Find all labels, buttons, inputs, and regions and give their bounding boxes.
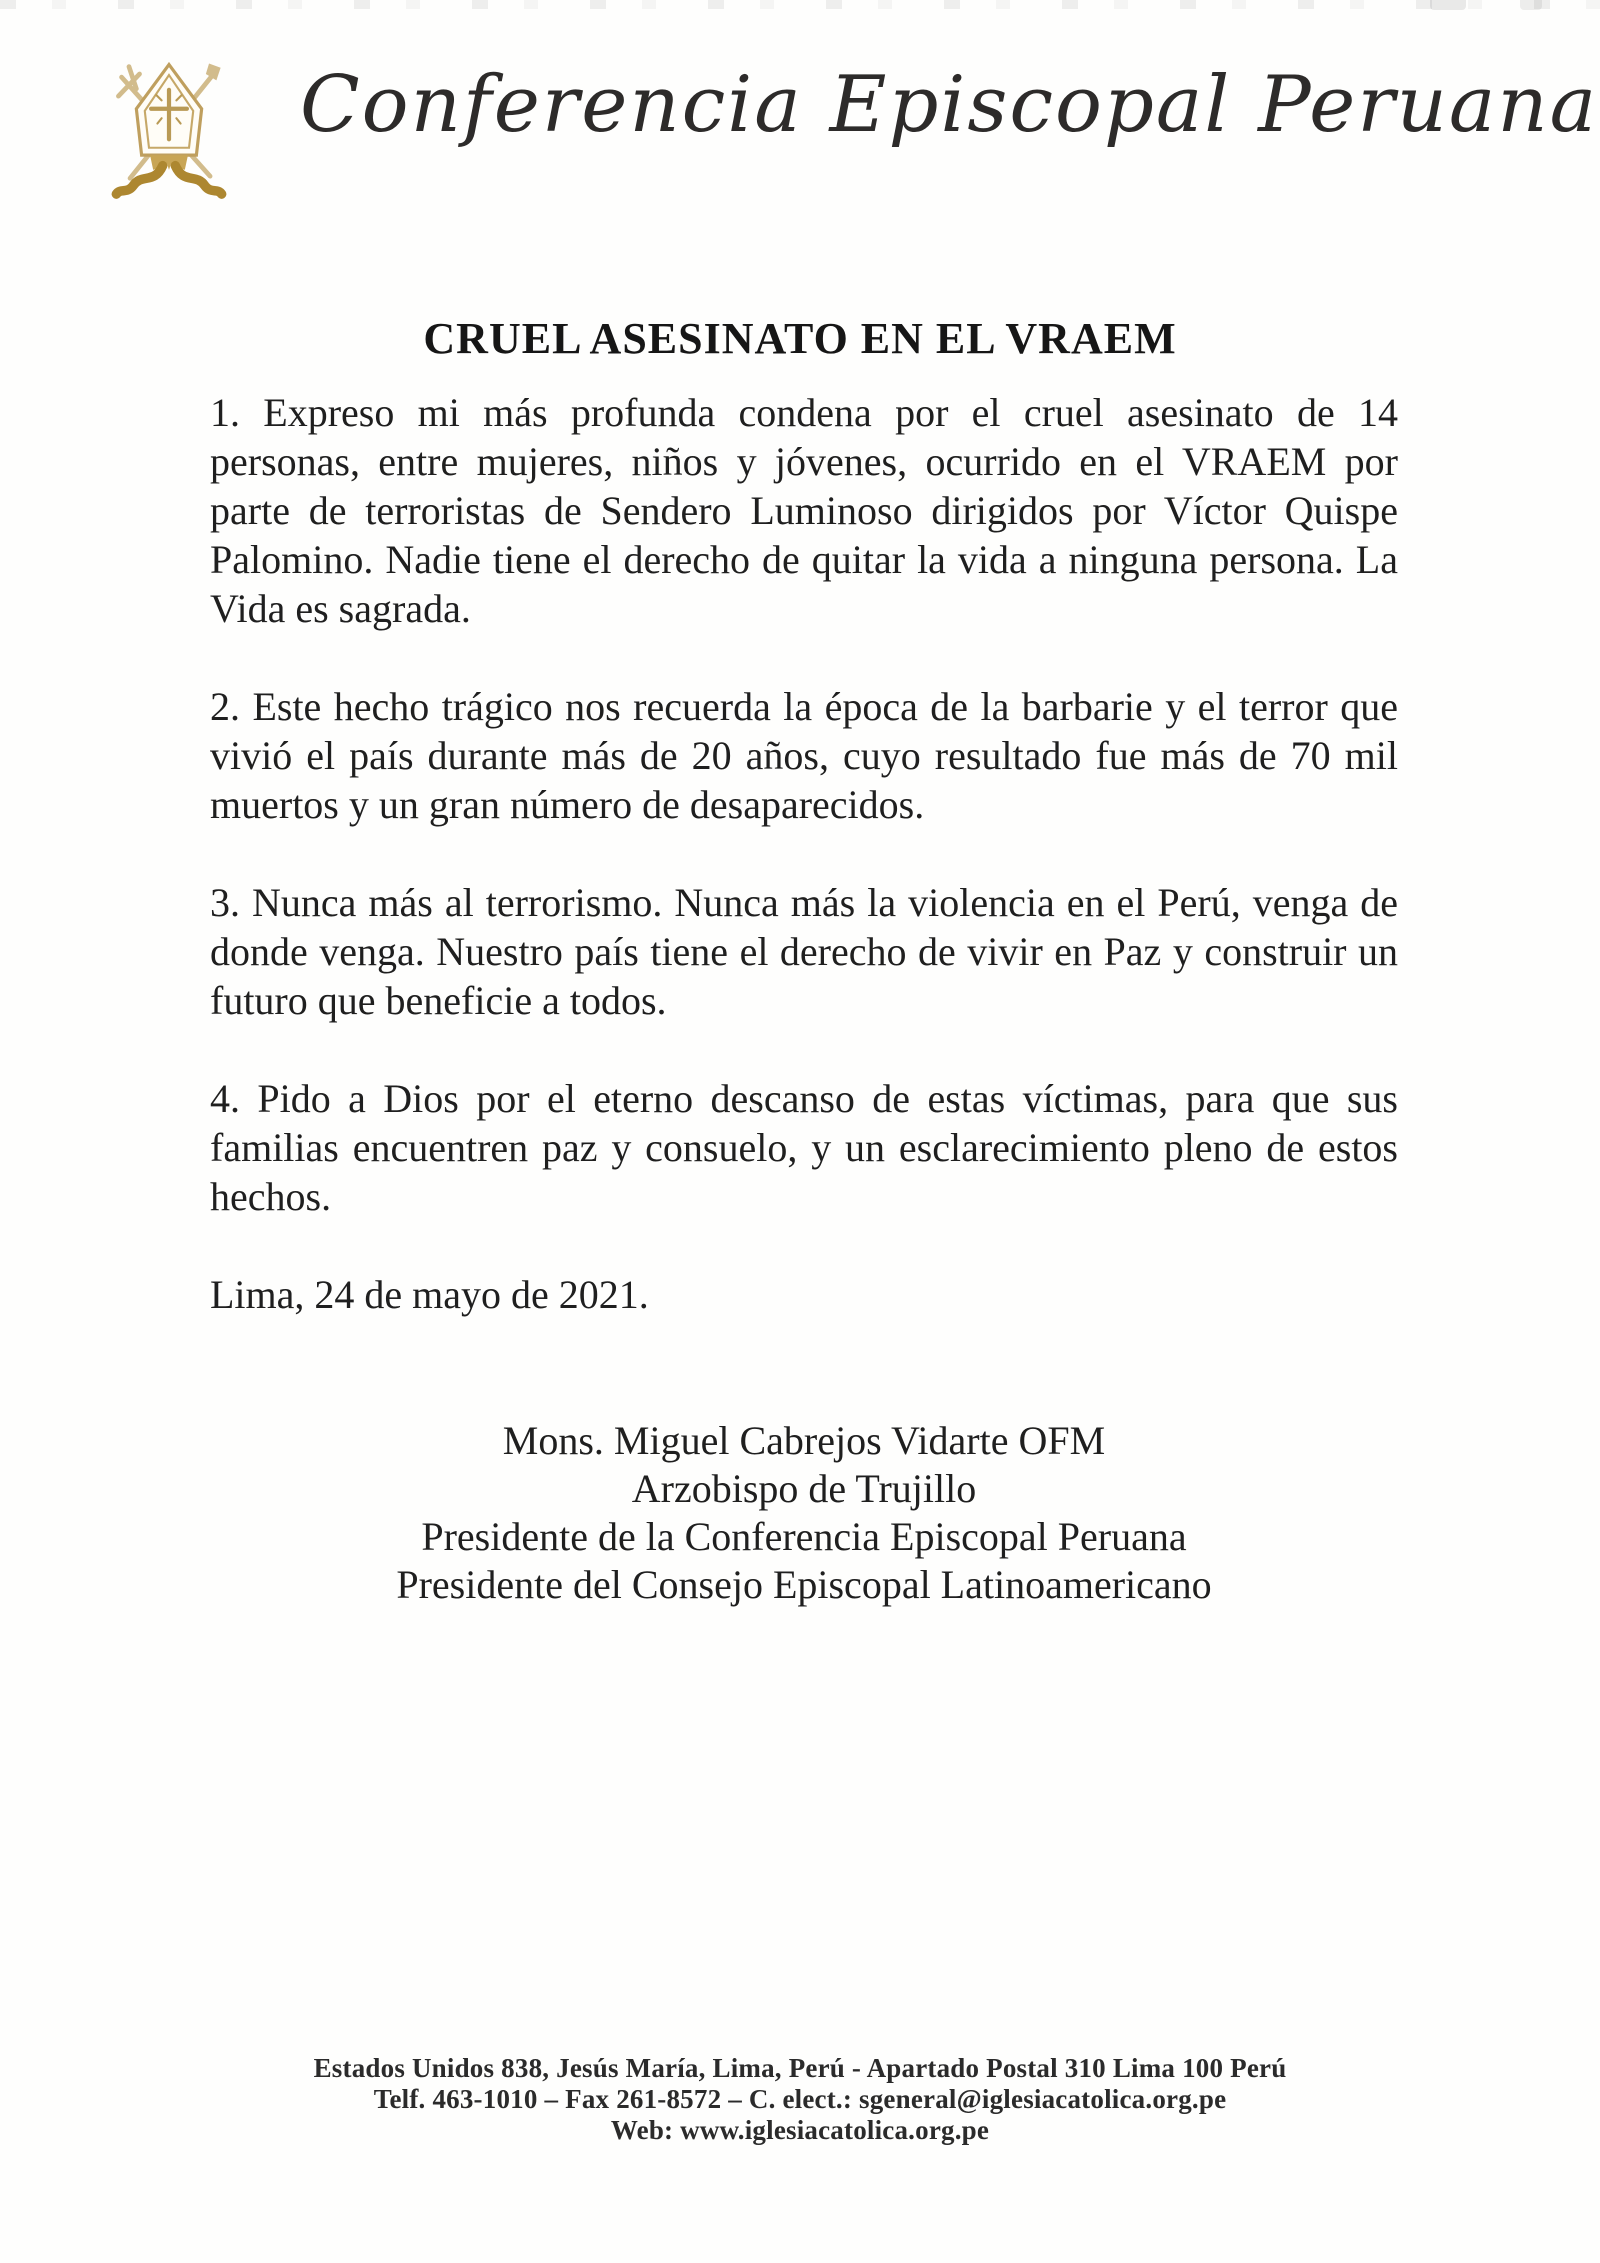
footer-contact: Telf. 463-1010 – Fax 261-8572 – C. elect.: sgeneral@iglesiacatolica.org.pe (373, 2084, 1227, 2114)
footer-address: Estados Unidos 838, Jesús María, Lima, Perú - Apartado Postal 310 Lima 100 Perú (313, 2053, 1287, 2083)
dateline: Lima, 24 de mayo de 2021. (210, 1272, 649, 1317)
document-body (210, 388, 1398, 1609)
scan-artifact (1520, 0, 1542, 10)
letterhead (0, 52, 1600, 222)
signature-title-2: Presidente de la Conferencia Episcopal Peruana (421, 1514, 1187, 1559)
paragraph-2: 2. Este hecho trágico nos recuerda la época de la barbarie y el terror que vivió el país durante más de 20 años, cuyo resultado fue más de 70 mil muertos y un gran número de desaparecidos. (210, 684, 1398, 827)
paragraph-1: 1. Expreso mi más profunda condena por el cruel asesinato de 14 personas, entre mujeres, niños y jóvenes, ocurrido en el VRAEM por parte de terroristas de Sendero Luminoso dirigidos por Víctor Quispe Palomino. Nadie tiene el derecho de quitar la vida a ninguna persona. La Vida es sagrada. (210, 390, 1398, 631)
organization-name: Conferencia Episcopal Peruana (300, 60, 1599, 150)
signature-name: Mons. Miguel Cabrejos Vidarte OFM (502, 1418, 1106, 1463)
letter-footer (0, 2053, 1600, 2146)
paragraph-3: 3. Nunca más al terrorismo. Nunca más la violencia en el Perú, venga de donde venga. Nuestro país tiene el derecho de vivir en Paz y construir un futuro que beneficie a todos. (210, 880, 1398, 1023)
scan-artifact-strip (0, 0, 1600, 9)
scan-artifact (1430, 0, 1466, 10)
document-title: CRUEL ASESINATO EN EL VRAEM (423, 314, 1177, 364)
signature-block (210, 1417, 1398, 1609)
signature-title-3: Presidente del Consejo Episcopal Latinoamericano (396, 1562, 1212, 1607)
footer-web: Web: www.iglesiacatolica.org.pe (610, 2115, 990, 2145)
signature-title-1: Arzobispo de Trujillo (631, 1466, 977, 1511)
bishop-mitre-emblem-icon (110, 54, 228, 212)
paragraph-4: 4. Pido a Dios por el eterno descanso de estas víctimas, para que sus familias encuentren paz y consuelo, y un esclarecimiento pleno de estos hechos. (210, 1076, 1398, 1219)
